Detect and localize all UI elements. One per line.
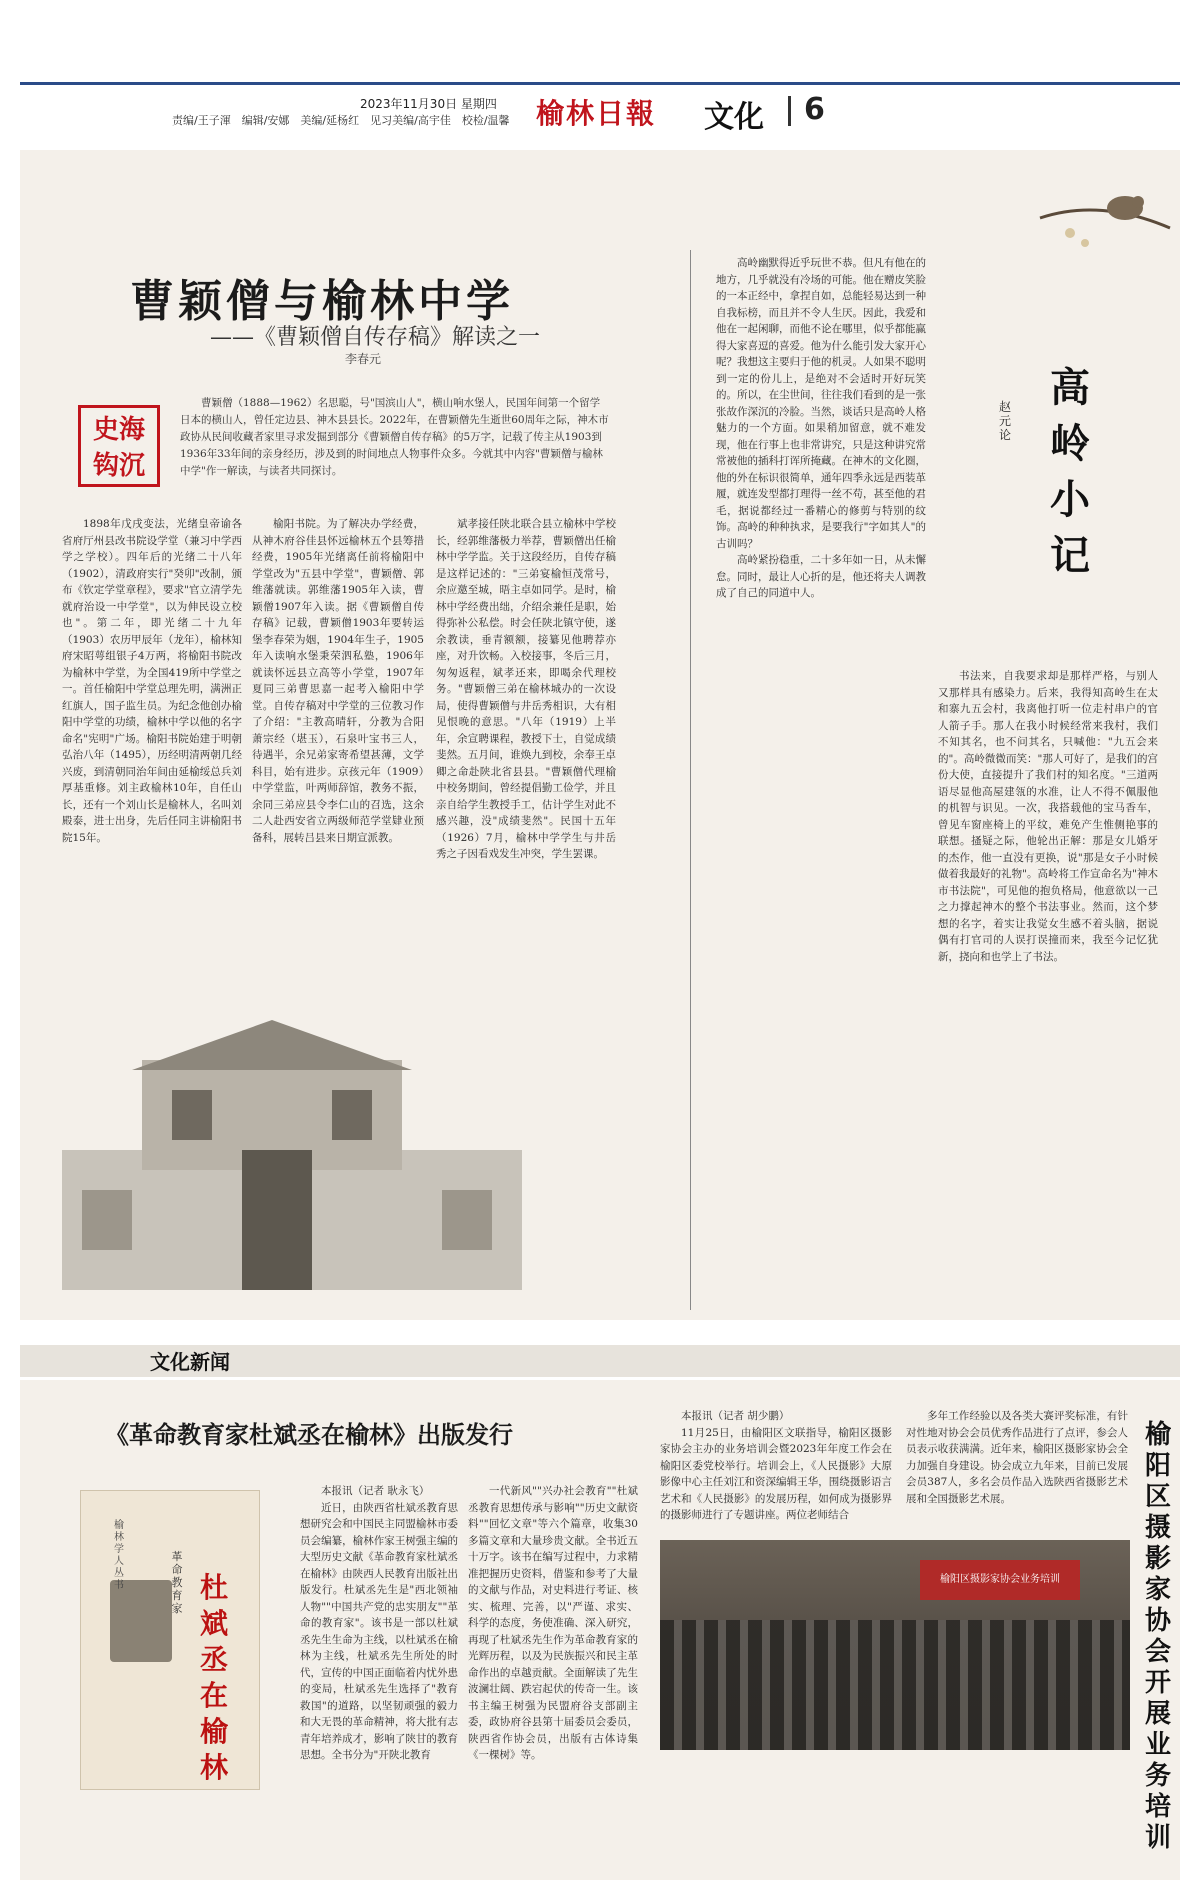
feature-author: 李春元 [345, 352, 382, 366]
issue-date: 2023年11月30日 星期四 [360, 97, 497, 111]
book-title: 杜斌丞在榆林 [199, 1571, 228, 1784]
feature-subtitle: ——《曹颖僧自传存稿》解读之一 [210, 325, 541, 350]
bird-on-branch-illustration [1030, 158, 1180, 298]
section-name: 文化 [704, 100, 764, 135]
news2-column-1: 本报讯（记者 胡少鹏） 11月25日，由榆阳区文联指导，榆阳区摄影家协会主办的业务培训会暨2023年年度工作会在榆阳区委党校举行。培训会上，《人民摄影》大原影像中心主任刘江和资深编辑王华，围绕摄影语言艺术和《人民摄影》的发展历程，如何成为摄影界的摄影师进行了专题讲座。两位老师结合 [660, 1410, 892, 1521]
book-portrait [110, 1580, 172, 1662]
photo-banner: 榆阳区摄影家协会业务培训 [920, 1560, 1080, 1600]
editorial-staff: 责编/王子渾 编辑/安娜 美编/延杨红 见习美编/高宇佳 校检/温馨 [172, 114, 510, 127]
news2-title: 榆阳区摄影家协会开展业务培训 [1144, 1420, 1171, 1853]
essay-author: 赵元论 [998, 400, 1011, 442]
book-subtitle: 革命教育家 [171, 1550, 183, 1615]
news-section-tag: 文化新闻 [150, 1350, 230, 1374]
feature-column-3: 斌孝接任陕北联合县立榆林中学校长，经郭维藩极力举荐，曹颖僧出任榆林中学学监。关于这段经历，自传存稿是这样记述的："三弟宴榆恒茂常号，余应邀至城，晤主卓如同学。是时，榆林中学经费出绌，介绍余兼任是职，始得弥补公私偿。时会任陕北镇守使，遂余教读，垂青额额，接纂见他聘荐亦座，对升饮畅。入校接事，冬后三月，匆匆返程，斌孝还来，即喝余代理校务。"曹颖僧三弟在榆林城办的一次设局，使得曹颖僧与井岳秀相识，大有相见恨晚的意思。"八年（1919）上半年，余宣聘课程，教授下士，自觉成绩斐然。五月间，谁焕九到校，余奉王卓卿之命赴陕北省县县。"曹颖僧代理榆中校务期间，曾经提倡勤工俭学，并且亲自给学生教授手工，估计学生对此不感兴趣，没"成绩斐然"。民国十五年（1926）7月，榆林中学学生与井岳秀之子因看戏发生冲突，学生罢课。 [436, 518, 616, 860]
feature-column-1: 1898年戊戌变法，光绪皇帝谕各省府厅州县改书院设学堂（兼习中学西学之学校）。四年后的光绪二十八年（1902），清政府实行"癸卯"改制，颁布《钦定学堂章程》，要求"官立清学先就府治设一中学堂"，以为伸民设立校也"。第二年，即光绪二十九年（1903）农历甲辰年（龙年），榆林知府宋昭萼组银子4万两，将榆阳书院改为榆林中学堂，为全国419所中学堂之一。首任榆阳中学堂总理先明，满洲正红旗人，国子监生员。为纪念他创办榆阳中学堂的功绩，榆林中学以他的名字命名"宪明"广场。榆阳书院始建于明朝弘治八年（1495），历经明清两朝几经兴废，到清朝同治年间由延榆绥总兵刘厚基重修。刘主政榆林10年，自任山长，还有一个刘山长是榆林人，名叫刘殿泰，进士出身，先后任同主讲榆阳书院15年。 [62, 518, 242, 844]
school-building-illustration [22, 1000, 542, 1300]
feature-intro: 曹颖僧（1888—1962）名思聪，号"国滨山人"，横山响水堡人，民国年间第一个留学日本的横山人，曾任定边县、神木县县长。2022年，在曹颖僧先生逝世60周年之际，神木市政协从民间收藏者家里寻求发掘到部分《曹颖僧自传存稿》的5万字，记载了传主从1903到1936年33年间的亲身经历，涉及到的时间地点人物事件众多。今就其中内容"曹颖僧与榆林中学"作一解读，与读者共同探讨。 [180, 397, 609, 477]
essay-column-2: 书法来，自我要求却是那样严格，与别人又那样具有感染力。后来，我得知高岭生在太和寨九五会村，我离他打听一位走村串户的官人箭子手。那人在我小时候经常来我村，我们不知其名，也不问其名，只喊他："九五会来的"。高岭微微而笑："那人可好了，是我们的宫份大使，直接提升了我们村的知名度。"三道两语尽显他高屋建瓴的水准，让人不得不佩服他的机智与识见。一次，我搭载他的宝马香车，曾见车窗座椅上的平纹，难免产生惟侧艳事的联想。搔疑之际，他轮出正解：那是女儿婚牙的杰作，他一直没有更换，说"那是女子小时候做着我最好的礼物"。高岭将工作宣命名为"神木市书法院"，可见他的抱负格局，他意欲以一己之力撑起神木的整个书法事业。然而，这个梦想的名字，着实让我觉女生感不着头脑，据说偶有打官司的人误打误撞而来，我至今记忆犹新，挠向和也学上了书法。 [938, 670, 1158, 963]
feature-column-2: 榆阳书院。为了解决办学经费，从神木府谷佳县怀远榆林五个县筹措经费，1905年光绪离任前将榆阳中学堂改为"五县中学堂"，曹颖僧、郭维藩就读。郭维藩1905年入读，曹颖僧1907年入读。据《曹颖僧自传存稿》记载，曹颖僧1903年要转运堡李春荣为姻，1904年生子，1905年入读响水堡秉荣泗私塾，1906年就读怀远县立高等小学堂，1907年夏同三弟曹思嘉一起考入榆阳中学堂。自传存稿对中学堂的三位教习作了介绍："主教高晴轩，分教为合阳萧宗经（堪玉），石泉叶宝书三人，待遇半，余兄弟家寄希望甚薄，文学科目，始有进步。京孩元年（1909）中学堂监，叶两师辞馆，教务不振，余同三弟应县令李仁山的召选，这余二人赴西安省立两级师范学堂肄业预备科，展转吕县来日期宣派教。 [252, 518, 424, 844]
header-separator [788, 96, 791, 126]
column-divider [690, 250, 691, 1310]
book-series: 榆林学人丛书 [114, 1520, 124, 1591]
essay-title: 高岭小记 [1050, 364, 1090, 579]
essay-column-1: 高岭幽默得近乎玩世不恭。但凡有他在的地方，几乎就没有冷场的可能。他在赠皮笑脸的一本正经中，拿捏自如，总能轻易达到一种自我标榜，而且并不令人生厌。因此，我爱和他在一起闲聊，而他不论在哪里，似乎都能赢得大家喜逗的喜爱。他为什么能引发大家开心呢？我想这主要归于他的机灵。人如果不聪明到一定的份儿上，是绝对不会适时开好玩笑的。所以，在尘世间，往往我们看到的是一张张故作深沉的冷脸。当然，谈话只是高岭人格魅力的一个方面。如果稍加留意，就不难发现，他在行事上也非常讲究，只是这种讲究常常被他的插科打诨所掩藏。在神木的文化圈，他的外在标识很简单，通年四季永远是西装革履，就连发型都打理得一丝不苟，甚至他的君毛，据说都经过一番精心的修剪与特别的纹饰。高岭的种种执求，是要我行"字如其人"的古训吗？ 高岭紧扮稳重，二十多年如一日，从未懈怠。同时，最让人心折的是，他还将夫人调教成了自己的同道中人。 [716, 257, 926, 599]
newspaper-masthead: 榆林日報 [536, 97, 657, 130]
feature-title: 曹颖僧与榆林中学 [130, 276, 514, 327]
news1-column-1: 本报讯（记者 耿永飞） 近日，由陕西省杜斌丞教育思想研究会和中国民主同盟榆林市委员会编纂，榆林作家王树强主编的大型历史文献《革命教育家杜斌丞在榆林》由陕西人民教育出版社出版发行。杜斌丞先生是"西北领袖人物""中国共产党的忠实朋友""革命的教育家"。该书是一部以杜斌丞先生生命为主线，以杜斌丞在榆林为主线，杜斌丞先生所处的时代，宣传的中国正面临着内忧外患的变局，杜斌丞先生选择了"教育救国"的道路，以坚韧顽强的毅力和大无畏的革命精神，将大批有志青年培养成才，影响了陕甘的教育思想。全书分为"开陕北教育 [300, 1485, 458, 1761]
column-seal: 史海钩沉 [78, 405, 160, 487]
photo-audience [660, 1620, 1130, 1750]
news1-column-2: 一代新风""兴办社会教育""杜斌丞教育思想传承与影响""历史文献资料""回忆文章"等六个篇章，收集30多篇文章和大量珍贵文献。全书近五十万字。该书在编写过程中，力求精准把握历史资料，借鉴和参考了大量的文献与作品，对史料进行考证、核实、梳理、完善，以"严谨、求实、科学的态度，务使准确、深入研究，再现了杜斌丞先生作为革命教育家的光辉历程，以及为民族振兴和民主革命作出的卓越贡献。全面解读了先生波澜壮阔、跌宕起伏的传奇一生。该书主编王树强为民盟府谷支部副主委，政协府谷县第十届委员会委员，陕西省作协会员，出版有古体诗集《一棵树》等。 [468, 1485, 638, 1761]
news1-title: 《革命教育家杜斌丞在榆林》出版发行 [105, 1420, 513, 1449]
page-number: 6 [804, 92, 825, 127]
header-rule [20, 82, 1180, 85]
news2-column-2: 多年工作经验以及各类大赛评奖标准，有针对性地对协会会员优秀作品进行了点评，参会人员表示收获满满。近年来，榆阳区摄影家协会全力加强自身建设。协会成立九年来，目前已发展会员387人，多名会员作品入选陕西省摄影艺术展和全国摄影艺术展。 [906, 1410, 1128, 1505]
